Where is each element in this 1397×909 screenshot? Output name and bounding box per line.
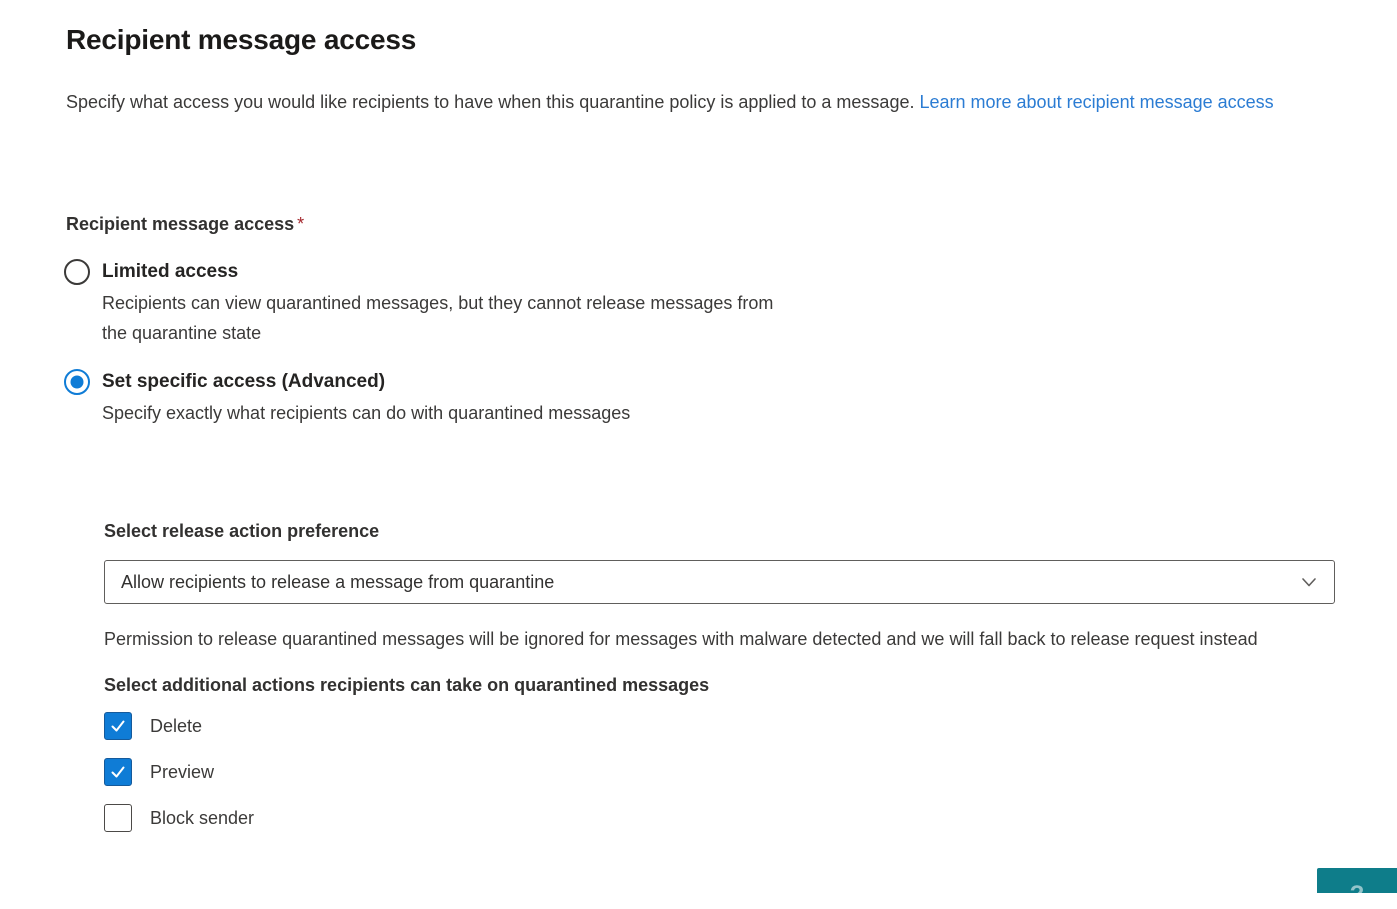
checkbox-row-preview[interactable] <box>104 758 1335 786</box>
radio-option-description: Recipients can view quarantined messages, but they cannot release messages from the quarantine state <box>102 293 774 343</box>
additional-actions-label: Select additional actions recipients can take on quarantined messages <box>104 675 710 695</box>
radio-option-text <box>102 368 630 428</box>
page-title: Recipient message access <box>66 24 417 55</box>
required-asterisk: * <box>297 214 305 234</box>
help-button[interactable] <box>1317 868 1397 908</box>
release-preference-selected-value: Allow recipients to release a message from quarantine <box>121 571 555 592</box>
radio-option-limited-access[interactable] <box>64 258 802 348</box>
release-preference-note: Permission to release quarantined messages will be ignored for messages with malware detected and we will fall back to release request instead <box>104 629 1258 649</box>
radio-option-text <box>102 258 802 348</box>
learn-more-link[interactable]: Learn more about recipient message access <box>919 92 1274 112</box>
checkbox-checked-icon[interactable] <box>104 758 132 786</box>
checkmark-icon <box>109 717 127 735</box>
checkbox-label[interactable]: Delete <box>150 715 203 736</box>
access-field-label <box>66 214 304 235</box>
checkbox-row-block-sender[interactable] <box>104 804 1335 832</box>
checkbox-label[interactable]: Preview <box>150 761 215 782</box>
chevron-down-icon <box>1300 573 1318 591</box>
page-description <box>66 88 1321 117</box>
help-question-mark-icon: ? <box>1349 881 1365 908</box>
checkbox-checked-icon[interactable] <box>104 712 132 740</box>
radio-unselected-icon[interactable] <box>64 259 90 285</box>
checkbox-unchecked-icon[interactable] <box>104 804 132 832</box>
checkbox-label[interactable]: Block sender <box>150 807 255 828</box>
checkbox-row-delete[interactable] <box>104 712 1335 740</box>
release-preference-label: Select release action preference <box>104 521 380 541</box>
checkmark-icon <box>109 763 127 781</box>
radio-option-label[interactable]: Set specific access (Advanced) <box>102 371 386 392</box>
radio-option-description: Specify exactly what recipients can do with quarantined messages <box>102 403 631 423</box>
access-field-label-text: Recipient message access <box>66 214 295 234</box>
radio-option-set-specific-access[interactable] <box>64 368 630 428</box>
radio-option-label[interactable]: Limited access <box>102 261 239 282</box>
radio-selected-icon[interactable] <box>64 369 90 395</box>
advanced-access-subsection <box>104 520 1335 832</box>
description-text: Specify what access you would like recipients to have when this quarantine policy is applied to a message. <box>66 92 920 112</box>
release-preference-dropdown[interactable] <box>104 560 1335 604</box>
